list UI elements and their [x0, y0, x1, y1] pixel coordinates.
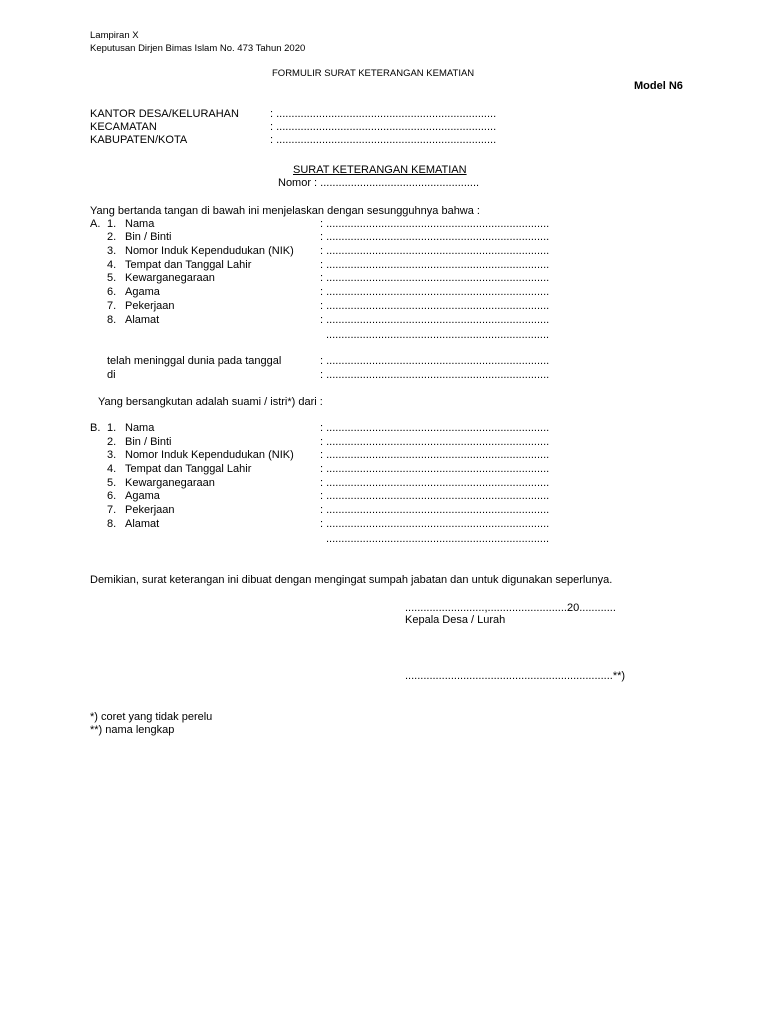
row-number: 5.	[107, 272, 117, 284]
row-number: 8.	[107, 518, 117, 530]
row-number: 2.	[107, 231, 117, 243]
row-value: : .........................................................................	[320, 259, 550, 271]
row-value: : .........................................................................	[320, 463, 550, 475]
row-label: Tempat dan Tanggal Lahir	[125, 463, 252, 475]
office-label: KECAMATAN	[90, 121, 157, 133]
row-label: Tempat dan Tanggal Lahir	[125, 259, 252, 271]
death-place-label: di	[107, 369, 116, 381]
row-label: Alamat	[125, 518, 160, 530]
row-label: Agama	[125, 286, 160, 298]
row-number: 7.	[107, 300, 117, 312]
death-date-value: : .........................................................................	[320, 355, 550, 367]
signatory-position: Kepala Desa / Lurah	[405, 614, 506, 626]
model-label: Model N6	[634, 80, 683, 92]
row-label: Nama	[125, 422, 155, 434]
letter-title: SURAT KETERANGAN KEMATIAN	[293, 164, 467, 176]
address-continuation: .........................................................................	[326, 533, 550, 545]
row-value: : .........................................................................	[320, 218, 550, 230]
office-value: : ........................................................................	[270, 134, 497, 146]
row-number: 1.	[107, 218, 117, 230]
lampiran-label: Lampiran X	[90, 30, 139, 41]
row-label: Alamat	[125, 314, 160, 326]
form-title: FORMULIR SURAT KETERANGAN KEMATIAN	[272, 68, 475, 79]
signatory-name-line: ....................................................................**)	[405, 670, 626, 682]
section-letter: A.	[90, 218, 101, 230]
office-label: KANTOR DESA/KELURAHAN	[90, 108, 239, 120]
section-letter: B.	[90, 422, 101, 434]
row-number: 4.	[107, 259, 117, 271]
row-label: Nama	[125, 218, 155, 230]
row-value: : .........................................................................	[320, 436, 550, 448]
footnote-strike: *) coret yang tidak perelu	[90, 711, 213, 723]
row-value: : .........................................................................	[320, 490, 550, 502]
row-number: 5.	[107, 477, 117, 489]
death-date-label: telah meninggal dunia pada tanggal	[107, 355, 282, 367]
row-number: 6.	[107, 490, 117, 502]
address-continuation: .........................................................................	[326, 329, 550, 341]
row-value: : .........................................................................	[320, 504, 550, 516]
row-label: Bin / Binti	[125, 436, 172, 448]
row-number: 3.	[107, 449, 117, 461]
row-number: 7.	[107, 504, 117, 516]
row-value: : .........................................................................	[320, 314, 550, 326]
row-value: : .........................................................................	[320, 272, 550, 284]
row-label: Agama	[125, 490, 160, 502]
row-number: 8.	[107, 314, 117, 326]
row-label: Pekerjaan	[125, 300, 175, 312]
closing-text: Demikian, surat keterangan ini dibuat dengan mengingat sumpah jabatan dan untuk digunakan seperlunya.	[90, 574, 613, 586]
office-value: : ........................................................................	[270, 108, 497, 120]
row-number: 4.	[107, 463, 117, 475]
row-label: Nomor Induk Kependudukan (NIK)	[125, 449, 294, 461]
row-number: 1.	[107, 422, 117, 434]
intro-text: Yang bertanda tangan di bawah ini menjelaskan dengan sesungguhnya bahwa :	[90, 205, 480, 217]
row-value: : .........................................................................	[320, 477, 550, 489]
row-label: Pekerjaan	[125, 504, 175, 516]
row-number: 6.	[107, 286, 117, 298]
relation-text: Yang bersangkutan adalah suami / istri*) dari :	[98, 396, 323, 408]
row-value: : .........................................................................	[320, 300, 550, 312]
row-value: : .........................................................................	[320, 286, 550, 298]
row-value: : .........................................................................	[320, 245, 550, 257]
row-value: : .........................................................................	[320, 518, 550, 530]
row-value: : .........................................................................	[320, 422, 550, 434]
death-place-value: : .........................................................................	[320, 369, 550, 381]
letter-number: Nomor : ....................................................	[278, 177, 480, 189]
keputusan-label: Keputusan Dirjen Bimas Islam No. 473 Tahun 2020	[90, 43, 306, 54]
row-label: Bin / Binti	[125, 231, 172, 243]
place-date-line: ..........................,..........................20............	[405, 602, 616, 614]
office-value: : ........................................................................	[270, 121, 497, 133]
row-label: Kewarganegaraan	[125, 477, 215, 489]
row-number: 3.	[107, 245, 117, 257]
footnote-fullname: **) nama lengkap	[90, 724, 175, 736]
office-label: KABUPATEN/KOTA	[90, 134, 188, 146]
row-value: : .........................................................................	[320, 231, 550, 243]
row-label: Kewarganegaraan	[125, 272, 215, 284]
row-label: Nomor Induk Kependudukan (NIK)	[125, 245, 294, 257]
row-number: 2.	[107, 436, 117, 448]
row-value: : .........................................................................	[320, 449, 550, 461]
